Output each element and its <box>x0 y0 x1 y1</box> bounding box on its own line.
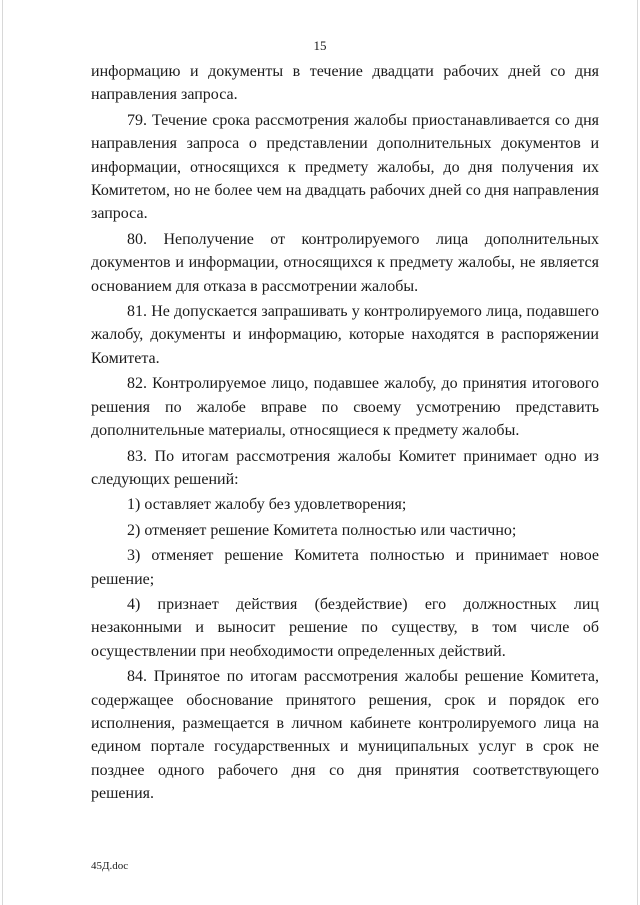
list-item-2: 2) отменяет решение Комитета полностью или частично; <box>127 521 517 539</box>
paragraph-83: 83. По итогам рассмотрения жалобы Комитет принимает одно из следующих решений: <box>91 447 599 488</box>
page-edge-right <box>637 0 638 905</box>
list-item-1: 1) оставляет жалобу без удовлетворения; <box>127 496 407 514</box>
page-edge-left <box>2 0 3 905</box>
paragraph-84: 84. Принятое по итогам рассмотрения жалобы решение Комитета, содержащее обоснование принятого решения, срок и порядок его исполнения, размещается в личном кабинете контролируемого лица на едином портале государственных и муниципальных услуг в срок не позднее одного рабочего дня со дня принятия соответствующего решения. <box>91 668 599 803</box>
paragraph-80: 80. Неполучение от контролируемого лица дополнительных документов и информации, относящихся к предмету жалобы, не является основанием для отказа в рассмотрении жалобы. <box>91 230 599 295</box>
document-body <box>91 60 599 806</box>
paragraph-82: 82. Контролируемое лицо, подавшее жалобу, до принятия итогового решения по жалобе вправе по своему усмотрению представить дополнительные материалы, относящиеся к предмету жалобы. <box>91 375 599 440</box>
list-item-4: 4) признает действия (бездействие) его должностных лиц незаконными и выносит решение по существу, в том числе об осуществлении при необходимости определенных действий. <box>91 595 599 660</box>
paragraph-79: 79. Течение срока рассмотрения жалобы приостанавливается со дня направления запроса о представлении дополнительных документов и информации, относящихся к предмету жалобы, до дня получения их Комитетом, но не более чем на двадцать рабочих дней со дня направления запроса. <box>91 111 599 223</box>
footer-filename: 45Д.doc <box>91 860 129 872</box>
paragraph-81: 81. Не допускается запрашивать у контролируемого лица, подавшего жалобу, документы и информацию, которые находятся в распоряжении Комитета. <box>91 303 599 367</box>
page-number: 15 <box>313 38 327 53</box>
paragraph-continuation: информацию и документы в течение двадцати рабочих дней со дня направления запроса. <box>91 63 599 104</box>
list-item-3: 3) отменяет решение Комитета полностью и принимает новое решение; <box>91 547 599 588</box>
